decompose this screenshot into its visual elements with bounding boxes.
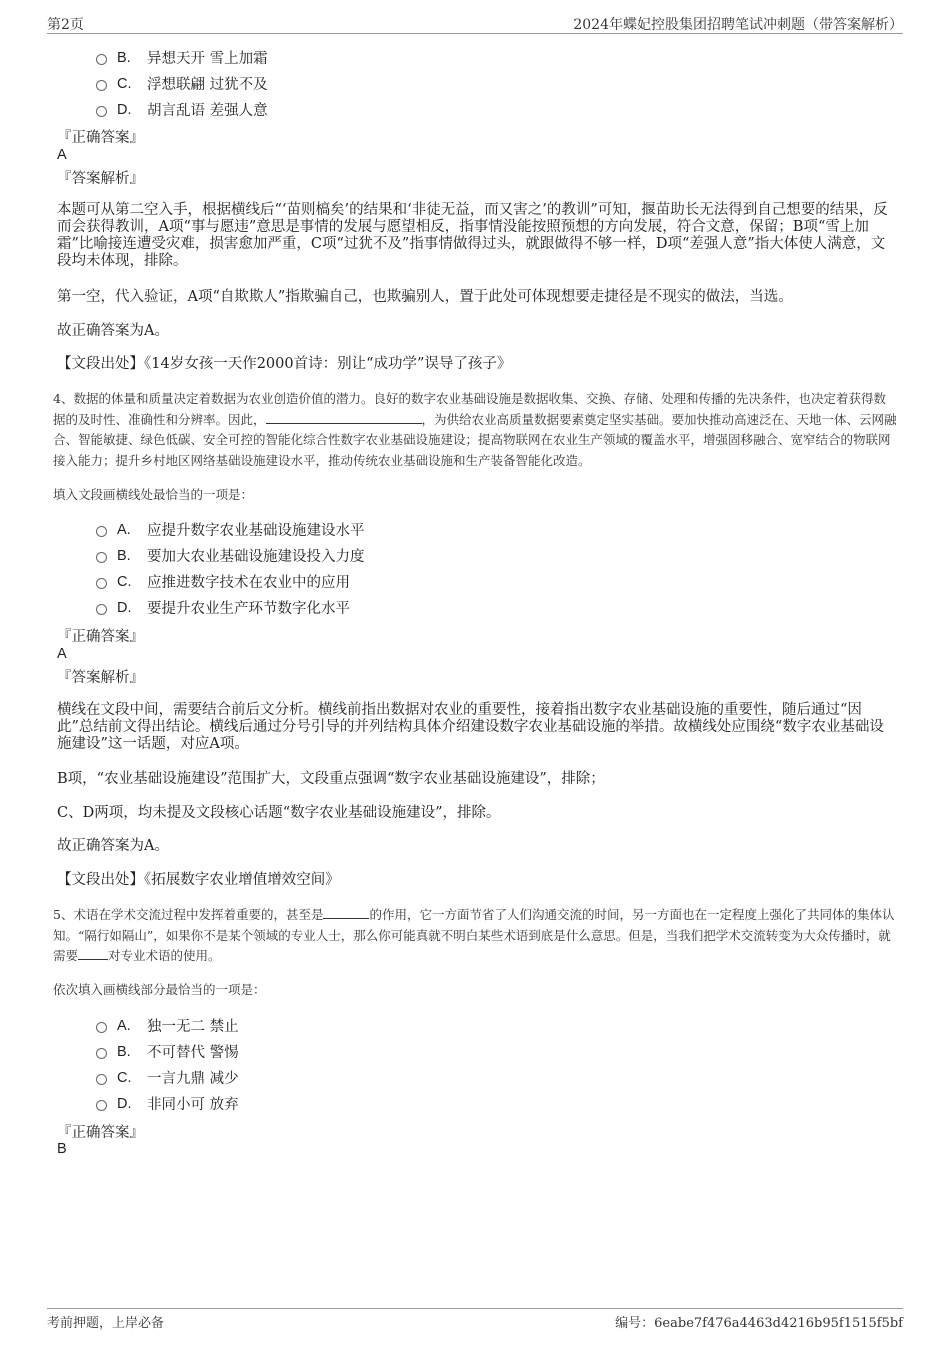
q3-option-c[interactable]: C. 浮想联翩 过犹不及 — [96, 73, 268, 94]
document-id: 编号：6eabe7f476a4463d4216b95f1515f5bf — [615, 1316, 903, 1331]
q4-option-d[interactable]: D. 要提升农业生产环节数字化水平 — [96, 597, 350, 618]
q4-answer: A — [57, 646, 67, 662]
q5-option-a[interactable]: A. 独一无二 禁止 — [96, 1015, 239, 1036]
q4-prompt: 填入文段画横线处最恰当的一项是： — [53, 487, 254, 502]
radio-icon[interactable] — [96, 1022, 107, 1033]
q5-stem: 5、术语在学术交流过程中发挥着重要的，甚至是 的作用，它一方面节省了人们沟通交流的时间，另一方面也在一定程度上强化了共同体的集体认知。“隔行如隔山”，如果你不是某个领域的专业人士，那么你可能真就不明白某些术语到底是什么意思。但是，当我们把学术交流转变为大众传播时，就需要 对专业术语的使用。 — [53, 907, 895, 963]
radio-icon[interactable] — [96, 552, 107, 563]
q4-blank — [266, 411, 422, 424]
q4-analysis-p4: 故正确答案为A。 — [57, 838, 169, 854]
q3-answer: A — [57, 147, 67, 163]
radio-icon[interactable] — [96, 1048, 107, 1059]
q4-answer-label: 『正确答案』 — [57, 629, 144, 645]
q4-option-b[interactable]: B. 要加大农业基础设施建设投入力度 — [96, 545, 365, 566]
radio-icon[interactable] — [96, 106, 107, 117]
radio-icon[interactable] — [96, 54, 107, 65]
q4-option-c[interactable]: C. 应推进数字技术在农业中的应用 — [96, 571, 350, 592]
q4-source: 【文段出处】《拓展数字农业增值增效空间》 — [57, 872, 340, 888]
footer-divider — [47, 1308, 903, 1309]
q5-prompt: 依次填入画横线部分最恰当的一项是： — [53, 982, 266, 997]
q4-analysis-p3: C、D两项，均未提及文段核心话题“数字农业基础设施建设”，排除。 — [57, 805, 501, 821]
header-divider — [47, 33, 903, 34]
radio-icon[interactable] — [96, 1100, 107, 1111]
q4-analysis-p1: 横线在文段中间，需要结合前后文分析。横线前指出数据对农业的重要性，接着指出数字农业基础设施的重要性，随后通过“因此”总结前文得出结论。横线后通过分号引导的并列结构具体介绍建设数字农业基础设施的举措。故横线处应围绕“数字农业基础设施建设”这一话题，对应A项。 — [57, 702, 884, 752]
q5-blank-1 — [323, 906, 369, 919]
q5-blank-2 — [78, 947, 108, 960]
q4-option-a[interactable]: A. 应提升数字农业基础设施建设水平 — [96, 519, 365, 540]
q3-option-b[interactable]: B. 异想天开 雪上加霜 — [96, 47, 268, 68]
document-title: 2024年蝶妃控股集团招聘笔试冲刺题（带答案解析） — [573, 17, 903, 33]
q3-analysis-p2: 第一空，代入验证，A项“自欺欺人”指欺骗自己，也欺骗别人，置于此处可体现想要走捷径是不现实的做法，当选。 — [57, 289, 793, 305]
q3-analysis-label: 『答案解析』 — [57, 171, 144, 187]
q3-answer-label: 『正确答案』 — [57, 130, 144, 146]
q4-stem: 4、数据的体量和质量决定着数据为农业创造价值的潜力。良好的数字农业基础设施是数据收集、交换、存储、处理和传播的先决条件，也决定着获得数据的及时性、准确性和分辨率。因此， ，为供给农业高质量数据要素奠定坚实基础。要加快推动高速泛在、天地一体、云网融合、智能敏捷、绿色低碳、安全可控的智能化综合性数字农业基础设施建设；提高物联网在农业生产领域的覆盖水平，增强固移融合、宽窄结合的物联网接入能力；提升乡村地区网络基础设施建设水平，推动传统农业基础设施和生产装备智能化改造。 — [53, 391, 897, 468]
q5-answer-label: 『正确答案』 — [57, 1125, 144, 1141]
footer-slogan: 考前押题，上岸必备 — [47, 1316, 165, 1331]
radio-icon[interactable] — [96, 526, 107, 537]
q5-option-c[interactable]: C. 一言九鼎 减少 — [96, 1067, 239, 1088]
page-number: 第2页 — [47, 17, 84, 33]
radio-icon[interactable] — [96, 80, 107, 91]
q5-option-b[interactable]: B. 不可替代 警惕 — [96, 1041, 239, 1062]
q5-option-d[interactable]: D. 非同小可 放弃 — [96, 1093, 239, 1114]
q4-analysis-p2: B项，“农业基础设施建设”范围扩大，文段重点强调“数字农业基础设施建设”，排除； — [57, 771, 605, 787]
q3-source: 【文段出处】《14岁女孩一天作2000首诗：别让“成功学”误导了孩子》 — [57, 356, 512, 372]
q3-option-d[interactable]: D. 胡言乱语 差强人意 — [96, 99, 268, 120]
radio-icon[interactable] — [96, 578, 107, 589]
q3-analysis-p1: 本题可从第二空入手，根据横线后“‘苗则槁矣’的结果和‘非徒无益，而又害之’的教训”可知，揠苗助长无法得到自己想要的结果，反而会获得教训，A项“事与愿违”意思是事情的发展与愿望相反，指事情没能按照预想的方向发展，符合文意，保留；B项“雪上加霜”比喻接连遭受灾难，损害愈加严重，C项“过犹不及”指事情做得过头，就跟做得不够一样，D项“差强人意”指大体使人满意，文段均未体现，排除。 — [57, 202, 888, 269]
q4-analysis-label: 『答案解析』 — [57, 670, 144, 686]
radio-icon[interactable] — [96, 1074, 107, 1085]
radio-icon[interactable] — [96, 604, 107, 615]
q5-answer: B — [57, 1141, 67, 1157]
q3-analysis-p3: 故正确答案为A。 — [57, 323, 169, 339]
